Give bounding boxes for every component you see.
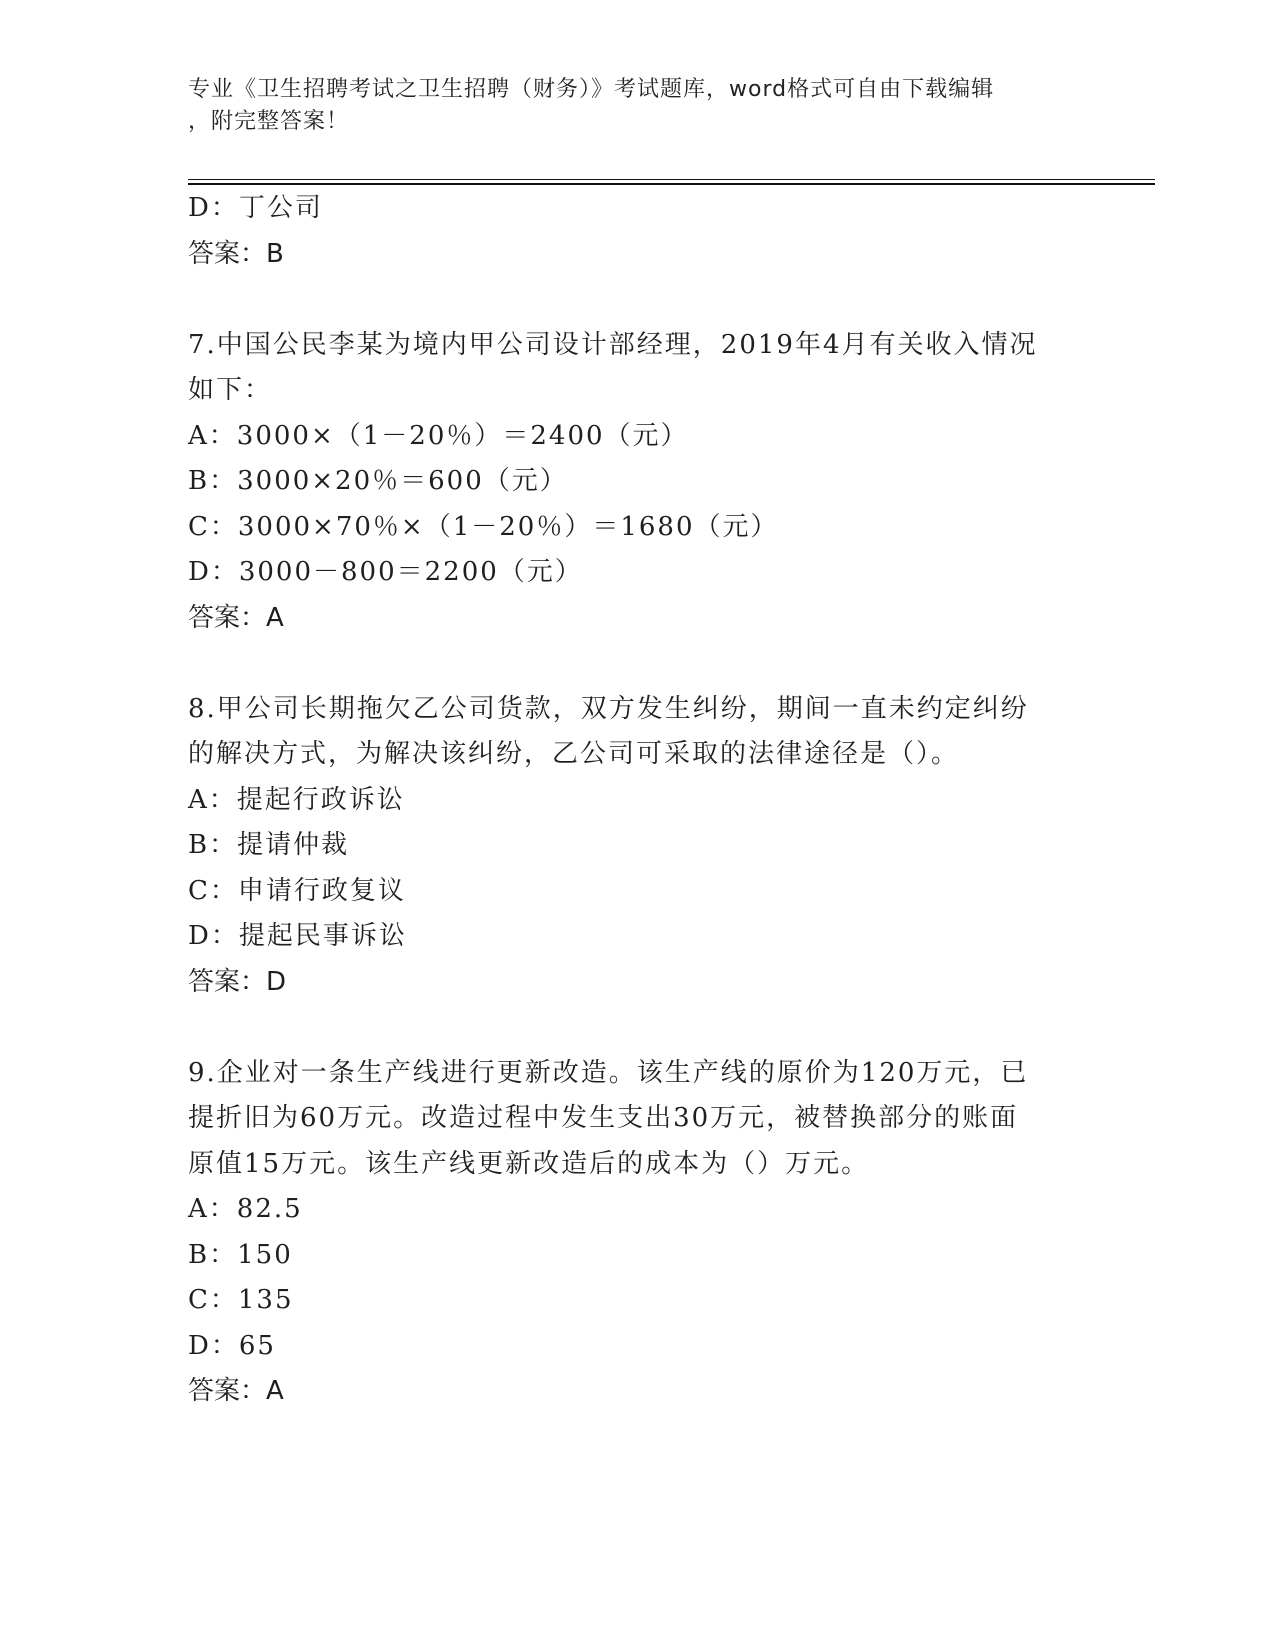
question-8-option-d: D：提起民事诉讼 <box>188 921 407 951</box>
question-8-text-1: 8.甲公司长期拖欠乙公司货款，双方发生纠纷，期间一直未约定纠纷 <box>188 693 1029 724</box>
answer-prev: 答案：B <box>188 238 284 269</box>
question-8-text-2: 的解决方式，为解决该纠纷，乙公司可采取的法律途径是（）。 <box>188 739 960 769</box>
option-d-prev: D：丁公司 <box>188 193 323 223</box>
question-8 <box>188 687 1088 1006</box>
spacer <box>188 277 1088 323</box>
question-9-text-1: 9.企业对一条生产线进行更新改造。该生产线的原价为120万元，已 <box>188 1057 1029 1088</box>
question-7-option-c: C：3000×70％×（1－20％）＝1680（元） <box>188 511 779 542</box>
question-9-text-3: 原值15万元。该生产线更新改造后的成本为（）万元。 <box>188 1148 870 1179</box>
question-7-option-a: A：3000×（1－20％）＝2400（元） <box>188 420 689 451</box>
question-9-option-d: D：65 <box>188 1330 276 1361</box>
question-7-text-1: 7.中国公民李某为境内甲公司设计部经理，2019年4月有关收入情况 <box>188 329 1038 360</box>
question-7-option-d: D：3000－800＝2200（元） <box>188 557 583 587</box>
question-9-text-2: 提折旧为60万元。改造过程中发生支出30万元，被替换部分的账面 <box>188 1103 1019 1133</box>
question-7 <box>188 323 1088 642</box>
question-8-option-a: A：提起行政诉讼 <box>188 784 405 815</box>
question-7-text-2: 如下： <box>188 375 273 405</box>
question-9-option-b: B：150 <box>188 1239 293 1270</box>
question-9-option-c: C：135 <box>188 1285 294 1315</box>
page-header <box>188 74 1068 138</box>
question-8-answer: 答案：D <box>188 966 287 997</box>
question-9-option-a: A：82.5 <box>188 1194 303 1224</box>
question-content <box>188 186 1088 1415</box>
question-7-answer: 答案：A <box>188 602 284 633</box>
question-9 <box>188 1051 1088 1415</box>
question-8-option-b: B：提请仲裁 <box>188 830 350 860</box>
question-7-option-b: B：3000×20％＝600（元） <box>188 466 568 496</box>
question-8-option-c: C：申请行政复议 <box>188 875 406 906</box>
question-9-answer: 答案：A <box>188 1376 284 1406</box>
header-rule-thin <box>188 179 1155 180</box>
spacer <box>188 1005 1088 1051</box>
header-line-2: ，附完整答案！ <box>188 109 350 134</box>
spacer <box>188 641 1088 687</box>
header-rule-thick <box>188 183 1155 185</box>
header-line-1: 专业《卫生招聘考试之卫生招聘（财务）》考试题库，word格式可自由下载编辑 <box>188 77 995 102</box>
